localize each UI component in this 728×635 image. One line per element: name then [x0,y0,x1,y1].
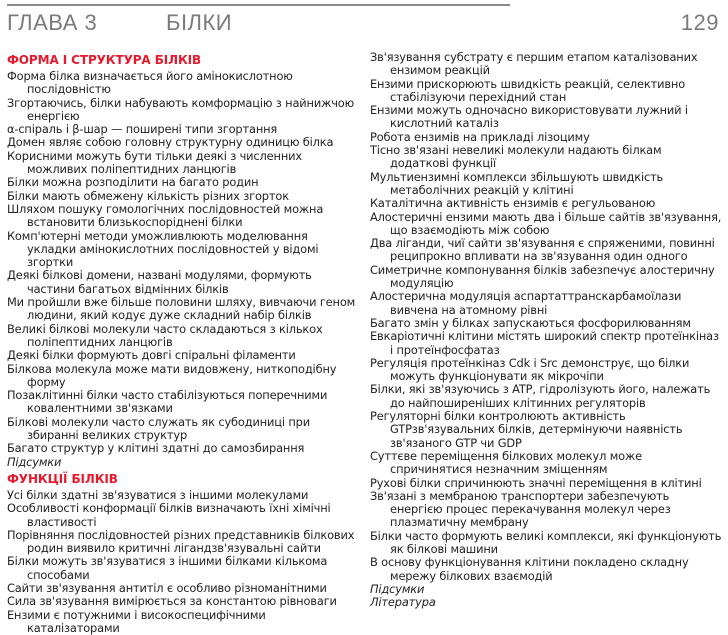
toc-entry-summary[interactable]: Підсумки [7,454,62,469]
toc-entry[interactable]: Усі білки здатні зв'язуватися з іншими молекулами [7,487,309,502]
toc-entry-list [7,489,359,635]
toc-entry[interactable]: Алостерична модуляція аспартаттранскарбамоїлази вивчена на атомному рівні [370,289,682,317]
toc-entry[interactable]: Ензими є потужними і високоспецифічними каталізаторами [7,607,266,635]
toc-entry[interactable]: Зв'язування субстрату є першим етапом каталізованих ензимом реакцій [370,50,698,78]
section-heading-form-structure[interactable]: ФОРМА І СТРУКТУРА БІЛКІВ [7,53,202,67]
chapter-label: ГЛАВА 3 [7,10,98,35]
toc-entry[interactable]: Сила зв'язування вимірюється за константою рівноваги [7,594,337,609]
toc-right-column [370,51,722,609]
toc-entry[interactable]: Зв'язані з мембраною транспортери забезпечують енергією процес перекачування молекул через плазматичну мембрану [370,488,671,530]
toc-entry-summary[interactable]: Підсумки [370,581,425,596]
toc-entry[interactable]: Білки часто формують великі комплекси, які функціонують як білкові машини [370,528,722,556]
toc-entry[interactable]: Ми пройшли вже більше половини шляху, вивчаючи геном людини, який кодує дуже складний набір білків [7,295,356,323]
toc-entry-list [7,70,359,456]
toc-entry[interactable]: Деякі білкові домени, названі модулями, формують частини багатьох відмінних білків [7,268,312,296]
toc-entry[interactable]: Великі білкові молекули часто складаються з кількох поліпептидних ланцюгів [7,321,323,349]
toc-entry[interactable]: Шляхом пошуку гомологічних послідовностей можна встановити близькоспоріднені білки [7,201,324,230]
toc-entry[interactable]: Регуляторні білки контролюють активність GTPзв'язувальних білків, детермінуючи наявність зв'язаного GTP чи GDP [370,409,683,450]
page-number: 129 [680,10,719,35]
toc-entry-literature[interactable]: Література [370,595,436,610]
toc-entry[interactable]: Деякі білки формують довгі спіральні філаменти [7,348,296,363]
toc-entry[interactable]: Евкаріотичні клітини містять широкий спектр протеїнкіназ і протеїнфосфатаз [370,329,719,357]
toc-left-column [7,53,359,635]
toc-entry[interactable]: Білки можуть зв'язуватися з іншими білками кількома способами [7,554,328,582]
toc-entry-list [370,51,722,583]
toc-entry[interactable]: Білки, які зв'язуючись з ATP, гідролізують його, належать до найпоширеніших клітинних регуляторів [370,382,711,410]
toc-entry[interactable]: Робота ензимів на прикладі лізоциму [370,129,590,144]
toc-entry[interactable]: Позаклітинні білки часто стабілізуються поперечними ковалентними зв'язками [7,388,328,416]
toc-entry[interactable]: Регуляція протеїнкіназ Cdk і Src демонструє, що білки можуть функціонувати як мікрочіпи [370,355,690,384]
toc-entry[interactable]: В основу функціонування клітини покладено складну мережу білкових взаємодій [370,555,689,583]
toc-entry[interactable]: Білкові молекули часто служать як субодиниці при збиранні великих структур [7,414,310,443]
toc-entry[interactable]: α-спіраль і β-шар — поширені типи згортання [7,122,278,137]
toc-entry[interactable]: Корисними можуть бути тільки деякі з численних можливих поліпептидних ланцюгів [7,148,302,177]
toc-entry[interactable]: Білки мають обмежену кількість різних згорток [7,188,289,203]
toc-entry[interactable]: Симетричне компонування білків забезпечує алостеричну модуляцію [370,262,715,291]
toc-entry[interactable]: Білки можна розподілити на багато родин [7,175,259,190]
toc-entry[interactable]: Ензими прискорюють швидкість реакцій, селективно стабілізуючи перехідний стан [370,76,686,104]
toc-entry[interactable]: Особливості конформації білків визначають їхні хімічні властивості [7,501,331,529]
toc-entry[interactable]: Каталітична активність ензимів є регульованою [370,196,656,211]
toc-entry[interactable]: Ензими можуть одночасно використовувати лужний і кислотний каталіз [370,103,688,131]
toc-entry[interactable]: Суттєве переміщення білкових молекул може спричинятися незначним зміщенням [370,448,642,477]
page-header [7,8,719,38]
toc-entry[interactable]: Білкова молекула може мати видовжену, ниткоподібну форму [7,361,337,389]
toc-entry[interactable]: Домен являє собою головну структурну одиницю білка [7,135,334,150]
toc-entry[interactable]: Згортаючись, білки набувають комформацію з найнижчою енергією [7,95,355,123]
toc-entry[interactable]: Тісно зв'язані невеликі молекули надають білкам додаткові функції [370,143,662,171]
toc-entry[interactable]: Два ліганди, чиї сайти зв'язування є спряженими, повинні реципрокно впливати на зв'язування один одного [370,236,715,264]
toc-entry[interactable]: Алостеричні ензими мають два і більше сайтів зв'язування, що взаємодіють між собою [370,209,722,237]
toc-entry[interactable]: Багато змін у білках запускаються фосфорилюванням [370,315,691,330]
toc-entry[interactable]: Форма білка визначається його амінокислотною послідовністю [7,69,293,97]
toc-entry[interactable]: Сайти зв'язування антитіл є особливо різноманітними [7,580,327,595]
toc-entry[interactable]: Багато структур у клітині здатні до самозбирання [7,441,305,456]
toc-entry[interactable]: Комп'ютерні методи уможливлюють моделювання укладки амінокислотних послідовностей у відомі згортки [7,228,319,270]
toc-entry[interactable]: Рухові білки спричинюють значні переміщення в клітині [370,475,702,490]
toc-entry[interactable]: Порівняння послідовностей різних представників білкових родин виявило критичні лігандзв'язувальні сайти [7,527,355,556]
section-heading-functions[interactable]: ФУНКЦІЇ БІЛКІВ [7,471,118,486]
header-rule [7,4,510,6]
toc-entry[interactable]: Мультиензимні комплекси збільшують швидкість метаболічних реакцій у клітині [370,169,664,197]
chapter-title: БІЛКИ [166,10,233,35]
